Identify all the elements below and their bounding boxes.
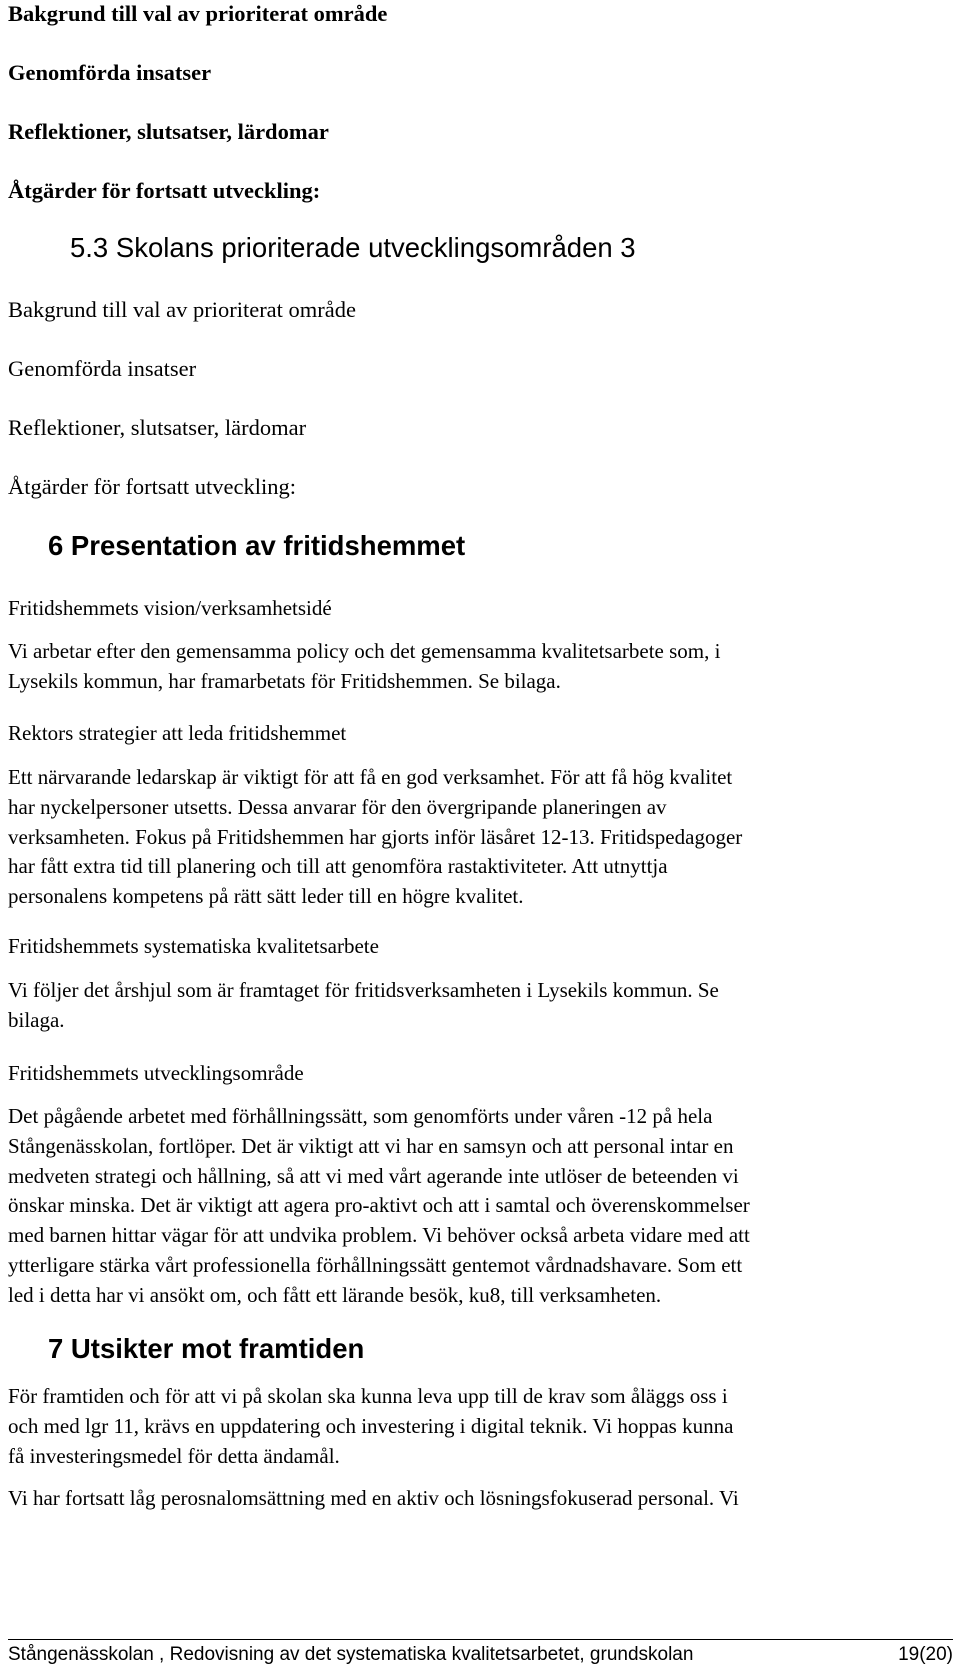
sec52-reflektioner-heading: Reflektioner, slutsatser, lärdomar (8, 119, 329, 144)
syst-line-1: Vi följer det årshjul som är framtaget för fritidsverksamheten i Lysekils kommun. Se (8, 978, 719, 1002)
rektor-line-5: personalens kompetens på rätt sätt leder till en högre kvalitet. (8, 884, 524, 908)
sec53-heading: 5.3 Skolans prioriterade utvecklingsområden 3 (70, 232, 636, 263)
utv-heading: Fritidshemmets utvecklingsområde (8, 1061, 304, 1085)
sec53-reflektioner-heading: Reflektioner, slutsatser, lärdomar (8, 415, 307, 440)
rektor-line-2: har nyckelpersoner utsetts. Dessa anvarar för den övergripande planeringen av (8, 795, 667, 819)
sec52-atgarder-heading: Åtgärder för fortsatt utveckling: (8, 178, 321, 203)
utv-line-3: medveten strategi och hållning, så att vi med vårt agerande inte utlöser de beteenden vi (8, 1164, 739, 1188)
sec7-heading: 7 Utsikter mot framtiden (48, 1333, 365, 1364)
rektor-line-4: har fått extra tid till planering och till att genomföra rastaktiviteter. Att utnyttja (8, 854, 668, 878)
utv-line-6: ytterligare stärka vårt professionella förhållningssätt gentemot vårdnadshavare. Som ett (8, 1253, 743, 1277)
sec6-heading: 6 Presentation av fritidshemmet (48, 530, 466, 561)
syst-line-2: bilaga. (8, 1008, 65, 1032)
footer-rule (8, 1639, 953, 1640)
sec53-genomforda-heading: Genomförda insatser (8, 356, 197, 381)
footer-title: Stångenässkolan , Redovisning av det systematiska kvalitetsarbetet, grundskolan (8, 1644, 694, 1665)
sec7-p2-line-1: Vi har fortsatt låg perosnalomsättning med en aktiv och lösningsfokuserad personal. Vi (8, 1486, 739, 1510)
vision-line-2: Lysekils kommun, har framarbetats för Fritidshemmen. Se bilaga. (8, 669, 561, 693)
rektor-line-3: verksamheten. Fokus på Fritidshemmen har gjorts inför läsåret 12-13. Fritidspedagoger (8, 825, 743, 849)
sec53-bakgrund-heading: Bakgrund till val av prioriterat område (8, 297, 357, 322)
utv-line-5: med barnen hittar vägar för att undvika problem. Vi behöver också arbeta vidare med att (8, 1223, 750, 1247)
utv-line-1: Det pågående arbetet med förhållningssätt, som genomförts under våren -12 på hela (8, 1104, 713, 1128)
rektor-line-1: Ett närvarande ledarskap är viktigt för att få en god verksamhet. För att få hög kvalitet (8, 765, 733, 789)
page-number: 19(20) (898, 1644, 953, 1665)
vision-heading: Fritidshemmets vision/verksamhetsidé (8, 596, 332, 620)
sec53-atgarder-heading: Åtgärder för fortsatt utveckling: (8, 474, 297, 499)
sec52-bakgrund-heading: Bakgrund till val av prioriterat område (8, 1, 388, 26)
utv-line-7: led i detta har vi ansökt om, och fått ett lärande besök, ku8, till verksamheten. (8, 1283, 662, 1307)
vision-line-1: Vi arbetar efter den gemensamma policy och det gemensamma kvalitetsarbete som, i (8, 639, 721, 663)
syst-heading: Fritidshemmets systematiska kvalitetsarbete (8, 934, 379, 958)
utv-line-2: Stångenässkolan, fortlöper. Det är viktigt att vi har en samsyn och att personal intar en (8, 1134, 734, 1158)
utv-line-4: önskar minska. Det är viktigt att agera pro-aktivt och att i samtal och överenskommelser (8, 1193, 750, 1217)
sec7-p1-line-2: och med lgr 11, krävs en uppdatering och investering i digital teknik. Vi hoppas kunna (8, 1414, 734, 1438)
sec7-p1-line-1: För framtiden och för att vi på skolan ska kunna leva upp till de krav som åläggs oss i (8, 1384, 728, 1408)
sec52-genomforda-heading: Genomförda insatser (8, 60, 212, 85)
rektor-heading: Rektors strategier att leda fritidshemmet (8, 721, 347, 745)
sec7-p1-line-3: få investeringsmedel för detta ändamål. (8, 1444, 340, 1468)
